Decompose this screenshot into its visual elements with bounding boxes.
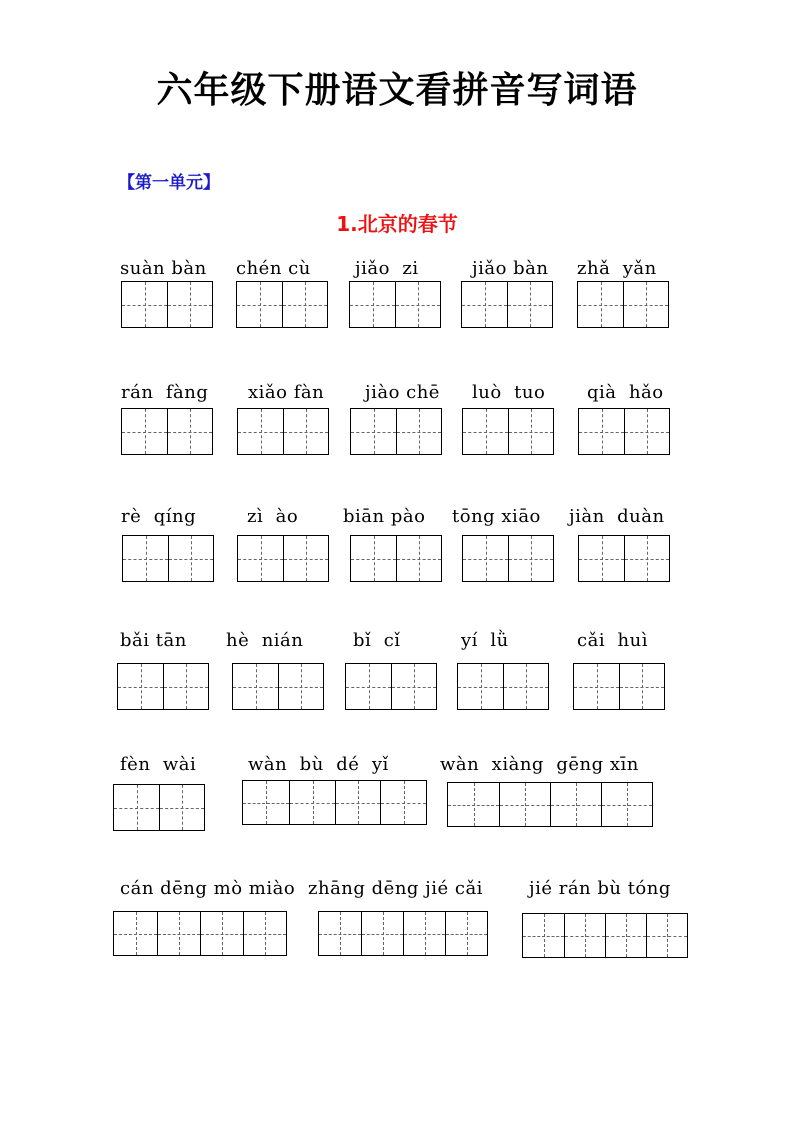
writing-grid[interactable]: [578, 408, 670, 455]
pinyin-label: fèn wài: [120, 754, 197, 775]
writing-grid[interactable]: [573, 663, 665, 710]
writing-grid[interactable]: [113, 911, 287, 956]
pinyin-label: chén cù: [236, 258, 311, 279]
pinyin-label: cǎi huì: [577, 630, 648, 651]
lesson-title: 1.北京的春节: [336, 212, 458, 236]
pinyin-label: cán dēng mò miào: [120, 878, 296, 899]
writing-grid[interactable]: [113, 784, 205, 831]
pinyin-label: rè qíng: [121, 506, 197, 527]
pinyin-label: rán fàng: [121, 382, 209, 403]
writing-grid[interactable]: [345, 663, 437, 710]
writing-grid[interactable]: [117, 663, 209, 710]
pinyin-label: zì ào: [247, 506, 299, 527]
writing-grid[interactable]: [242, 780, 427, 825]
writing-grid[interactable]: [462, 408, 554, 455]
pinyin-label: zhǎ yǎn: [577, 258, 657, 279]
pinyin-label: zhāng dēng jié cǎi: [308, 878, 483, 899]
writing-grid[interactable]: [121, 408, 213, 455]
pinyin-label: jiǎo zi: [355, 258, 419, 279]
writing-grid[interactable]: [237, 535, 329, 582]
writing-grid[interactable]: [522, 913, 688, 958]
pinyin-label: tōng xiāo: [452, 506, 541, 527]
pinyin-label: suàn bàn: [120, 258, 207, 279]
writing-grid[interactable]: [578, 535, 670, 582]
writing-grid[interactable]: [350, 535, 442, 582]
page-title: 六年级下册语文看拼音写词语: [156, 70, 638, 111]
pinyin-label: bǐ cǐ: [353, 630, 401, 651]
writing-grid[interactable]: [447, 782, 653, 827]
pinyin-label: yí lǜ: [461, 630, 509, 651]
writing-grid[interactable]: [349, 281, 441, 328]
pinyin-label: qià hǎo: [587, 382, 664, 403]
pinyin-label: jiào chē: [365, 382, 440, 403]
writing-grid[interactable]: [237, 408, 329, 455]
pinyin-label: biān pào: [343, 506, 426, 527]
writing-grid[interactable]: [232, 663, 324, 710]
writing-grid[interactable]: [122, 535, 214, 582]
pinyin-label: hè nián: [226, 630, 304, 651]
pinyin-label: wàn xiàng gēng xīn: [440, 754, 639, 775]
pinyin-label: wàn bù dé yǐ: [248, 754, 389, 775]
pinyin-label: jiǎo bàn: [472, 258, 549, 279]
writing-grid[interactable]: [121, 281, 213, 328]
pinyin-label: xiǎo fàn: [248, 382, 325, 403]
pinyin-label: jiàn duàn: [569, 506, 665, 527]
writing-grid[interactable]: [462, 535, 554, 582]
pinyin-label: luò tuo: [472, 382, 546, 403]
writing-grid[interactable]: [457, 663, 549, 710]
writing-grid[interactable]: [461, 281, 553, 328]
pinyin-label: bǎi tān: [120, 630, 187, 651]
pinyin-label: jié rán bù tóng: [529, 878, 671, 899]
writing-grid[interactable]: [350, 408, 442, 455]
writing-grid[interactable]: [236, 281, 328, 328]
writing-grid[interactable]: [577, 281, 669, 328]
unit-heading: 【第一单元】: [118, 173, 220, 193]
writing-grid[interactable]: [318, 911, 488, 956]
